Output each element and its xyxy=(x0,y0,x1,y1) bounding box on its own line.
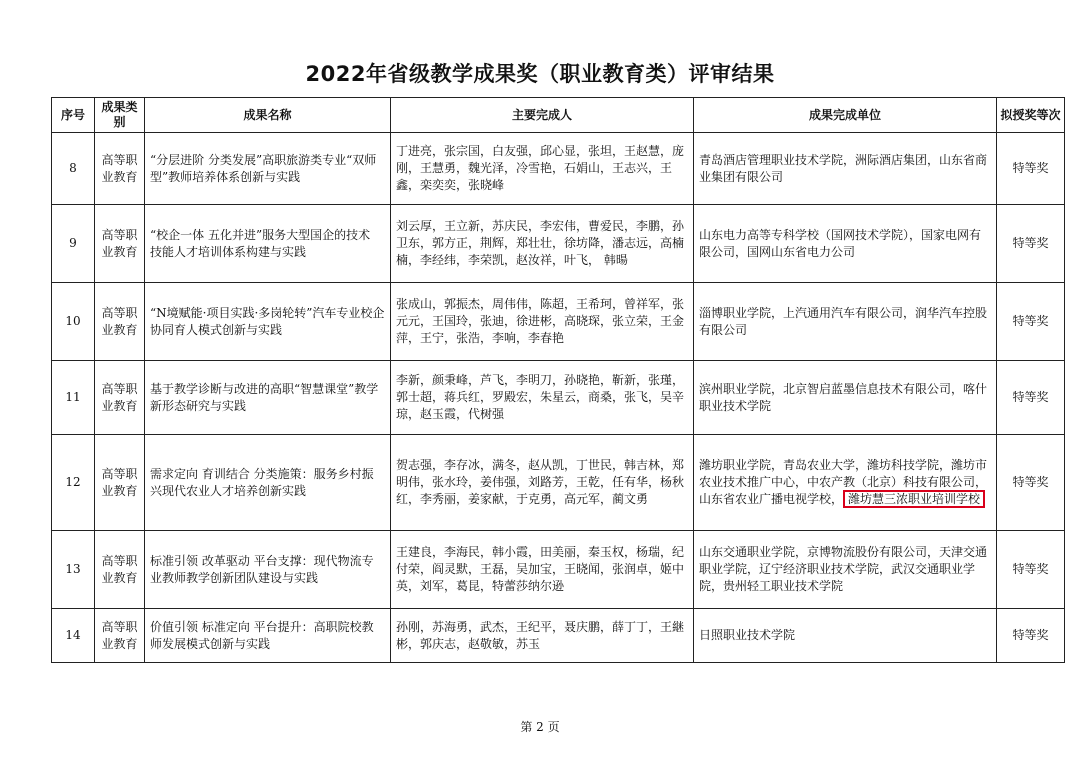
table-row xyxy=(52,283,1065,361)
cell-award: 特等奖 xyxy=(997,609,1065,663)
table-row xyxy=(52,531,1065,609)
cell-people: 刘云厚，王立新，苏庆民，李宏伟，曹爱民，李鹏，孙卫东，郭方正，荆辉，郑壮壮，徐坊降，潘志远，高楠楠，李经纬，李荣凯，赵汝祥，叶飞， 韩暘 xyxy=(391,205,694,283)
cell-category: 高等职业教育 xyxy=(95,283,145,361)
cell-category: 高等职业教育 xyxy=(95,531,145,609)
cell-people: 张成山，郭振杰，周伟伟，陈超，王希珂，曾祥军，张元元，王国玲，张迪，徐进彬，高晓琛，张立荣，王金萍，王宁，张浩，李响，李春艳 xyxy=(391,283,694,361)
cell-name: 价值引领 标准定向 平台提升：高职院校教师发展模式创新与实践 xyxy=(145,609,391,663)
unit-text: 潍坊职业学院，青岛农业大学，潍坊科技学院，潍坊市农业技术推广中心，中农产教（北京）科技有限公司，山东省农业广播电视学校， xyxy=(699,458,988,506)
cell-award: 特等奖 xyxy=(997,361,1065,435)
cell-people: 王建良，李海民，韩小霞，田美丽，秦玉权，杨瑞，纪付荣，阎灵默，王磊，吴加宝，王晓闻，张润卓，姬中英，刘军，葛昆，特蕾莎纳尔逊 xyxy=(391,531,694,609)
unit-text: 山东电力高等专科学校（国网技术学院），国家电网有限公司，国网山东省电力公司 xyxy=(699,227,982,259)
cell-unit xyxy=(694,531,997,609)
cell-award: 特等奖 xyxy=(997,133,1065,205)
cell-name: “校企一体 五化并进”服务大型国企的技术 技能人才培训体系构建与实践 xyxy=(145,205,391,283)
page-number: 第 2 页 xyxy=(520,720,560,734)
header-no: 序号 xyxy=(52,98,95,133)
cell-people: 李新，颜秉峰，芦飞，李明刀，孙晓艳，靳新，张瑾，郭士超，蒋兵红，罗殿宏，朱星云，商桑，张飞，吴辛琼，赵玉霞，代树强 xyxy=(391,361,694,435)
cell-unit xyxy=(694,361,997,435)
unit-text: 山东交通职业学院，京博物流股份有限公司，天津交通职业学院，辽宁经济职业技术学院，武汉交通职业学院，贵州轻工职业技术学院 xyxy=(699,545,988,593)
cell-category: 高等职业教育 xyxy=(95,435,145,531)
cell-name: 标准引领 改革驱动 平台支撑：现代物流专业教师教学创新团队建设与实践 xyxy=(145,531,391,609)
cell-people: 丁进亮，张宗国，白友强，邱心显，张坦，王赵慧，庞刚，王慧勇，魏光泽，冷雪艳，石娟山，王志兴，王鑫，栾奕奕，张晓峰 xyxy=(391,133,694,205)
unit-text: 滨州职业学院，北京智启蓝墨信息技术有限公司，喀什职业技术学院 xyxy=(699,381,988,413)
results-table xyxy=(51,97,1065,663)
page-title: 2022年省级教学成果奖（职业教育类）评审结果 xyxy=(305,62,775,86)
unit-text: 青岛酒店管理职业技术学院，洲际酒店集团，山东省商业集团有限公司 xyxy=(699,152,988,184)
unit-text: 淄博职业学院，上汽通用汽车有限公司，润华汽车控股有限公司 xyxy=(699,305,988,337)
cell-award: 特等奖 xyxy=(997,531,1065,609)
table-row xyxy=(52,609,1065,663)
header-name: 成果名称 xyxy=(145,98,391,133)
cell-people: 孙刚，苏海勇，武杰，王纪平，聂庆鹏，薛丁丁，王継彬，郭庆志，赵敬敏，苏玉 xyxy=(391,609,694,663)
header-award: 拟授奖等次 xyxy=(997,98,1065,133)
cell-unit xyxy=(694,435,997,531)
header-unit: 成果完成单位 xyxy=(694,98,997,133)
header-people: 主要完成人 xyxy=(391,98,694,133)
cell-no: 12 xyxy=(52,435,95,531)
table-row xyxy=(52,435,1065,531)
cell-award: 特等奖 xyxy=(997,205,1065,283)
table-row xyxy=(52,361,1065,435)
cell-name: 需求定向 育训结合 分类施策：服务乡村振兴现代农业人才培养创新实践 xyxy=(145,435,391,531)
cell-unit xyxy=(694,283,997,361)
header-category: 成果类别 xyxy=(95,98,145,133)
table-header-row xyxy=(52,98,1065,133)
cell-no: 13 xyxy=(52,531,95,609)
cell-no: 10 xyxy=(52,283,95,361)
cell-category: 高等职业教育 xyxy=(95,133,145,205)
cell-unit xyxy=(694,133,997,205)
cell-unit xyxy=(694,609,997,663)
cell-name: “分层进阶 分类发展”高职旅游类专业“双师型”教师培养体系创新与实践 xyxy=(145,133,391,205)
cell-unit xyxy=(694,205,997,283)
cell-category: 高等职业教育 xyxy=(95,609,145,663)
cell-name: “N境赋能·项目实践·多岗轮转”汽车专业校企协同育人模式创新与实践 xyxy=(145,283,391,361)
cell-name: 基于教学诊断与改进的高职“智慧课堂”教学新形态研究与实践 xyxy=(145,361,391,435)
cell-no: 14 xyxy=(52,609,95,663)
table-row xyxy=(52,133,1065,205)
cell-no: 8 xyxy=(52,133,95,205)
cell-category: 高等职业教育 xyxy=(95,205,145,283)
cell-category: 高等职业教育 xyxy=(95,361,145,435)
cell-award: 特等奖 xyxy=(997,283,1065,361)
highlighted-unit: 潍坊慧三浓职业培训学校 xyxy=(843,490,985,508)
cell-no: 11 xyxy=(52,361,95,435)
cell-no: 9 xyxy=(52,205,95,283)
cell-award: 特等奖 xyxy=(997,435,1065,531)
table-row xyxy=(52,205,1065,283)
cell-people: 贺志强，李存冰，满冬，赵从凯，丁世民，韩吉林，郑明伟，张水玲，姜伟强，刘路芳，王乾，任有华，杨秋红，李秀丽，姜家献，于克勇，高元军，蔺文勇 xyxy=(391,435,694,531)
unit-text: 日照职业技术学院 xyxy=(699,628,796,642)
